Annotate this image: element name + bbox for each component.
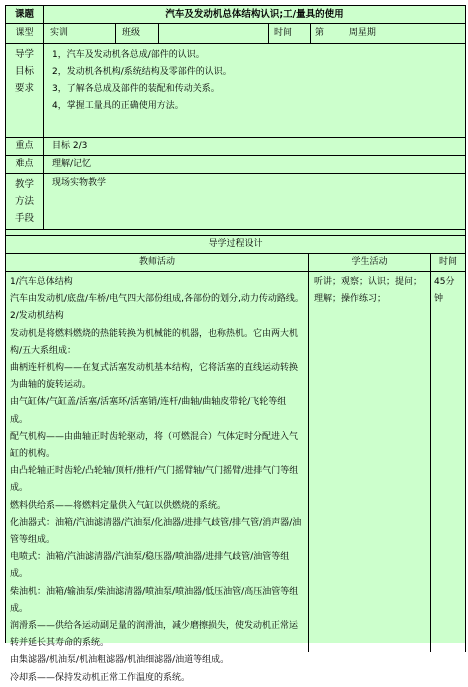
lesson-title: 汽车及发动机总体结构认识;工/量具的使用	[44, 6, 466, 24]
teacher-line: 柴油机：油箱/输油泵/柴油滤清器/喷油泵/喷油器/低压油管/高压油管等组成。	[10, 586, 299, 614]
time-header: 时间	[431, 254, 466, 272]
type-value: 实训	[44, 24, 116, 44]
objective-item: 4，掌握工量具的正确使用方法。	[52, 101, 184, 111]
difficulty-label: 难点	[6, 156, 44, 174]
process-title: 导学过程设计	[6, 236, 466, 254]
objectives-label-line-2: 目标	[14, 66, 34, 77]
teacher-line: 电喷式：油箱/汽油滤清器/汽油泵/稳压器/喷油器/进排气歧管/油管等组成。	[10, 552, 290, 580]
teacher-line: 2/发动机结构	[10, 311, 64, 322]
time-label: 时间	[269, 24, 311, 44]
method-label	[6, 174, 44, 230]
objective-item: 1，汽车及发动机各总成/部件的认识。	[52, 50, 205, 60]
time-week-suffix: 周星期	[348, 28, 376, 38]
objectives-label	[6, 44, 44, 138]
key-point-value: 目标 2/3	[44, 138, 466, 156]
class-value	[159, 24, 269, 44]
student-activity-content: 听讲；观察；认识；提问；理解；操作练习；	[309, 272, 431, 652]
class-label: 班级	[116, 24, 159, 44]
objectives-label-line-1: 导学	[14, 49, 34, 60]
teacher-line: 燃料供给系——将燃料定量供入气缸以供燃烧的系统。	[10, 500, 227, 511]
teacher-activity-header: 教师活动	[6, 254, 309, 272]
teacher-line: 配气机构——由曲轴正时齿轮驱动，将（可燃混合）气体定时分配进入气缸的机构。	[10, 431, 299, 460]
key-point-label: 重点	[6, 138, 44, 156]
objective-item: 3，了解各总成及部件的装配和传动关系。	[52, 84, 220, 94]
topic-label: 课题	[6, 6, 44, 24]
teacher-line: 发动机是将燃料燃烧的热能转换为机械能的机器，也称热机。它由两大机构/五大系组成：	[10, 328, 299, 356]
method-label-line-1: 教学	[14, 179, 34, 190]
time-week-prefix: 第	[315, 28, 325, 38]
teacher-line: 曲柄连杆机构——在复式活塞发动机基本结构，它将活塞的直线运动转换为曲轴的旋转运动。	[10, 363, 299, 391]
teacher-line: 化油器式：油箱/汽油滤清器/汽油泵/化油器/进排气歧管/排气管/消声器/油管等组成。	[10, 517, 302, 546]
teacher-line: 由凸轮轴正时齿轮/凸轮轴/顶杆/推杆/气门摇臂轴/气门摇臂/进排气门等组成。	[10, 466, 299, 494]
method-value: 现场实物教学	[44, 174, 466, 230]
teacher-line: 1/汽车总体结构	[10, 277, 73, 287]
method-label-line-2: 方法	[14, 196, 34, 207]
time-value	[311, 24, 466, 44]
objective-item: 2，发动机各机构/系统结构及零部件的认识。	[52, 67, 232, 77]
teacher-line: 润滑系——供给各运动副足量的润滑油，减少磨擦损失，使发动机正常运转并延长其寿命的系统。	[10, 621, 299, 649]
teacher-line: 冷却系——保持发动机正常工作温度的系统。	[10, 672, 191, 683]
lesson-plan-table	[5, 5, 466, 683]
duration-content: 45分钟	[431, 272, 466, 652]
type-label: 课型	[6, 24, 44, 44]
teacher-line: 由集滤器/机油泵/机油粗滤器/机油细滤器/油道等组成。	[10, 655, 230, 666]
method-label-line-3: 手段	[14, 213, 34, 224]
student-activity-header: 学生活动	[309, 254, 431, 272]
teacher-activity-content	[6, 272, 309, 683]
objectives-list	[44, 44, 466, 138]
teacher-line: 由气缸体/气缸盖/活塞/活塞环/活塞销/连杆/曲轴/曲轴皮带轮/飞轮等组成。	[10, 397, 287, 425]
objectives-label-line-3: 要求	[14, 83, 34, 94]
teacher-line: 汽车由发动机/底盘/车桥/电气四大部份组成,各部份的划分,动力传动路线。	[10, 294, 304, 305]
difficulty-value: 理解/记忆	[44, 156, 466, 174]
